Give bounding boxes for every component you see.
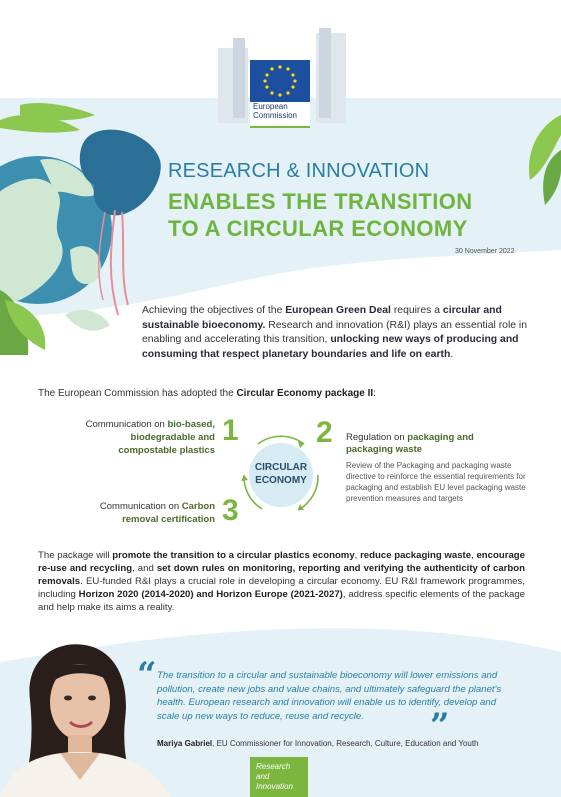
kicker-heading: RESEARCH & INNOVATION — [168, 160, 430, 182]
publication-date: 30 November 2022 — [455, 248, 515, 255]
quote-author — [157, 739, 537, 748]
center-label-1: CIRCULAR — [254, 462, 308, 473]
author-title: , EU Commissioner for Innovation, Research, Culture, Education and Youth — [212, 739, 479, 748]
body-bold: set down rules on monitoring, reporting and verifying the authenticity of carbon removals — [38, 563, 525, 587]
body-bold: encourage re-use and recycling — [38, 550, 525, 574]
badge-line-1: Research and — [256, 762, 291, 781]
body-text: The package will — [38, 550, 113, 561]
quote-close-mark: ” — [430, 706, 450, 746]
circular-economy-label — [236, 461, 326, 487]
center-label-2: ECONOMY — [255, 475, 307, 486]
intro-text: Research and innovation (R&I) plays an essential role in enabling and accelerating this transition, — [142, 319, 528, 345]
body-text: , — [354, 550, 361, 561]
body-text: , address specific elements of the package and help make its aims a reality. — [38, 589, 525, 613]
quote-text: The transition to a circular and sustainable bioeconomy will lower emissions and pollution, create new jobs and value chains, and ultimately safeguard the planet's health. European research and innovation will enable us to identify, develop and scale up new ways to reduce, reuse and recycle. — [157, 670, 502, 722]
item-1-bold: bio-based, biodegradable and compostable plastics — [118, 419, 215, 456]
package-line — [38, 388, 376, 399]
intro-text: requires a — [390, 305, 443, 316]
item-1-prefix: Communication on — [85, 419, 168, 430]
item-1-number: 1 — [222, 414, 239, 447]
logo-line-european: European — [253, 102, 288, 111]
page-title — [168, 188, 473, 242]
plant-decoration-right — [515, 110, 561, 210]
body-text: , and — [132, 563, 157, 574]
body-bold: promote the transition to a circular plastics economy — [112, 550, 355, 561]
diagram-item-3 — [70, 500, 215, 526]
body-text: . EU-funded R&I plays a crucial role in developing a circular economy. EU R&I framework programmes, including — [38, 576, 525, 600]
item-3-bold: Carbon removal certification — [122, 501, 215, 525]
intro-bold: unlocking new ways of producing and consuming that respect planetary boundaries and life on earth — [142, 334, 519, 360]
item-2-bold: packaging and packaging waste — [346, 432, 474, 455]
intro-text: . — [450, 348, 454, 360]
title-line-1: ENABLES THE TRANSITION — [168, 189, 473, 214]
body-text: , — [471, 550, 477, 561]
badge-line-2: Innovation — [256, 782, 293, 791]
package-bold: Circular Economy package II — [236, 388, 374, 399]
item-2-description: Review of the Packaging and packaging waste directive to reinforce the essential requirements for packaging and establish EU level packaging waste prevention measures and targets — [346, 461, 526, 503]
intro-bold: circular and sustainable bioeconomy. — [142, 305, 502, 331]
diagram-item-1 — [70, 418, 215, 457]
logo-line-commission: Commission — [253, 111, 298, 120]
item-2-number: 2 — [316, 416, 333, 449]
body-bold: reduce packaging waste — [360, 550, 472, 561]
item-2-prefix: Regulation on — [346, 432, 408, 443]
item-3-prefix: Communication on — [99, 501, 182, 512]
intro-text: Achieving the objectives of the — [142, 305, 286, 316]
body-paragraph — [38, 549, 525, 614]
intro-paragraph — [142, 304, 534, 362]
item-3-number: 3 — [222, 494, 239, 527]
package-end: : — [373, 388, 376, 399]
author-name: Mariya Gabriel — [157, 739, 213, 748]
package-text: The European Commission has adopted the — [38, 388, 237, 399]
logo-text — [253, 102, 297, 120]
intro-bold: European Green Deal — [285, 305, 391, 316]
arrow-top — [258, 436, 304, 444]
title-line-2: TO A CIRCULAR ECONOMY — [168, 216, 468, 241]
quote-open-mark: “ — [137, 655, 157, 695]
body-bold: Horizon 2020 (2014-2020) and Horizon Europe (2021-2027) — [78, 589, 343, 600]
diagram-item-2 — [346, 432, 506, 456]
research-innovation-badge — [250, 757, 308, 797]
